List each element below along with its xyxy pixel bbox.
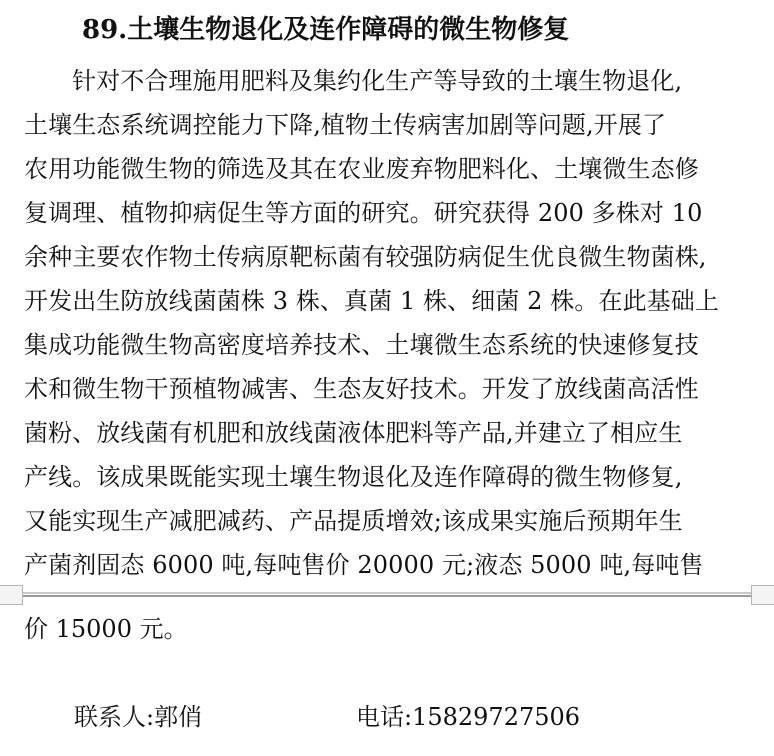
paragraph-line: 产菌剂固态 6000 吨,每吨售价 20000 元;液态 5000 吨,每吨售 [24, 551, 704, 579]
paragraph-line: 集成功能微生物高密度培养技术、土壤微生态系统的快速修复技 [24, 331, 699, 359]
paragraph-line: 针对不合理施用肥料及集约化生产等导致的土壤生物退化, [72, 67, 683, 95]
paragraph-line: 菌粉、放线菌有机肥和放线菌液体肥料等产品,并建立了相应生 [24, 419, 683, 447]
paragraph-line: 复调理、植物抑病促生等方面的研究。研究获得 200 多株对 10 [24, 199, 703, 227]
contact-person: 联系人:郭俏 [74, 703, 203, 731]
paragraph-line: 开发出生防放线菌菌株 3 株、真菌 1 株、细菌 2 株。在此基础上 [24, 287, 719, 315]
body-paragraph [24, 64, 764, 592]
page-corner-right-marker [751, 585, 774, 605]
paragraph-line: 产线。该成果既能实现土壤生物退化及连作障碍的微生物修复, [24, 463, 683, 491]
page-edge-shadow [0, 595, 774, 597]
paragraph-line: 土壤生态系统调控能力下降,植物土传病害加剧等问题,开展了 [24, 111, 667, 139]
paragraph-line: 农用功能微生物的筛选及其在农业废弃物肥料化、土壤微生态修 [24, 155, 699, 183]
paragraph-line: 术和微生物干预植物减害、生态友好技术。开发了放线菌高活性 [24, 375, 699, 403]
document-title: 89.土壤生物退化及连作障碍的微生物修复 [82, 15, 570, 45]
page-edge-line [0, 592, 774, 594]
paragraph-line: 余种主要农作物土传病原靶标菌有较强防病促生优良微生物菌株, [24, 243, 707, 271]
paragraph-continuation: 价 15000 元。 [24, 615, 188, 643]
page-break-separator[interactable] [0, 585, 774, 605]
paragraph-line: 又能实现生产减肥减药、产品提质增效;该成果实施后预期年生 [24, 507, 683, 535]
page-corner-left-marker [0, 585, 23, 605]
contact-phone: 电话:15829727506 [356, 703, 581, 731]
